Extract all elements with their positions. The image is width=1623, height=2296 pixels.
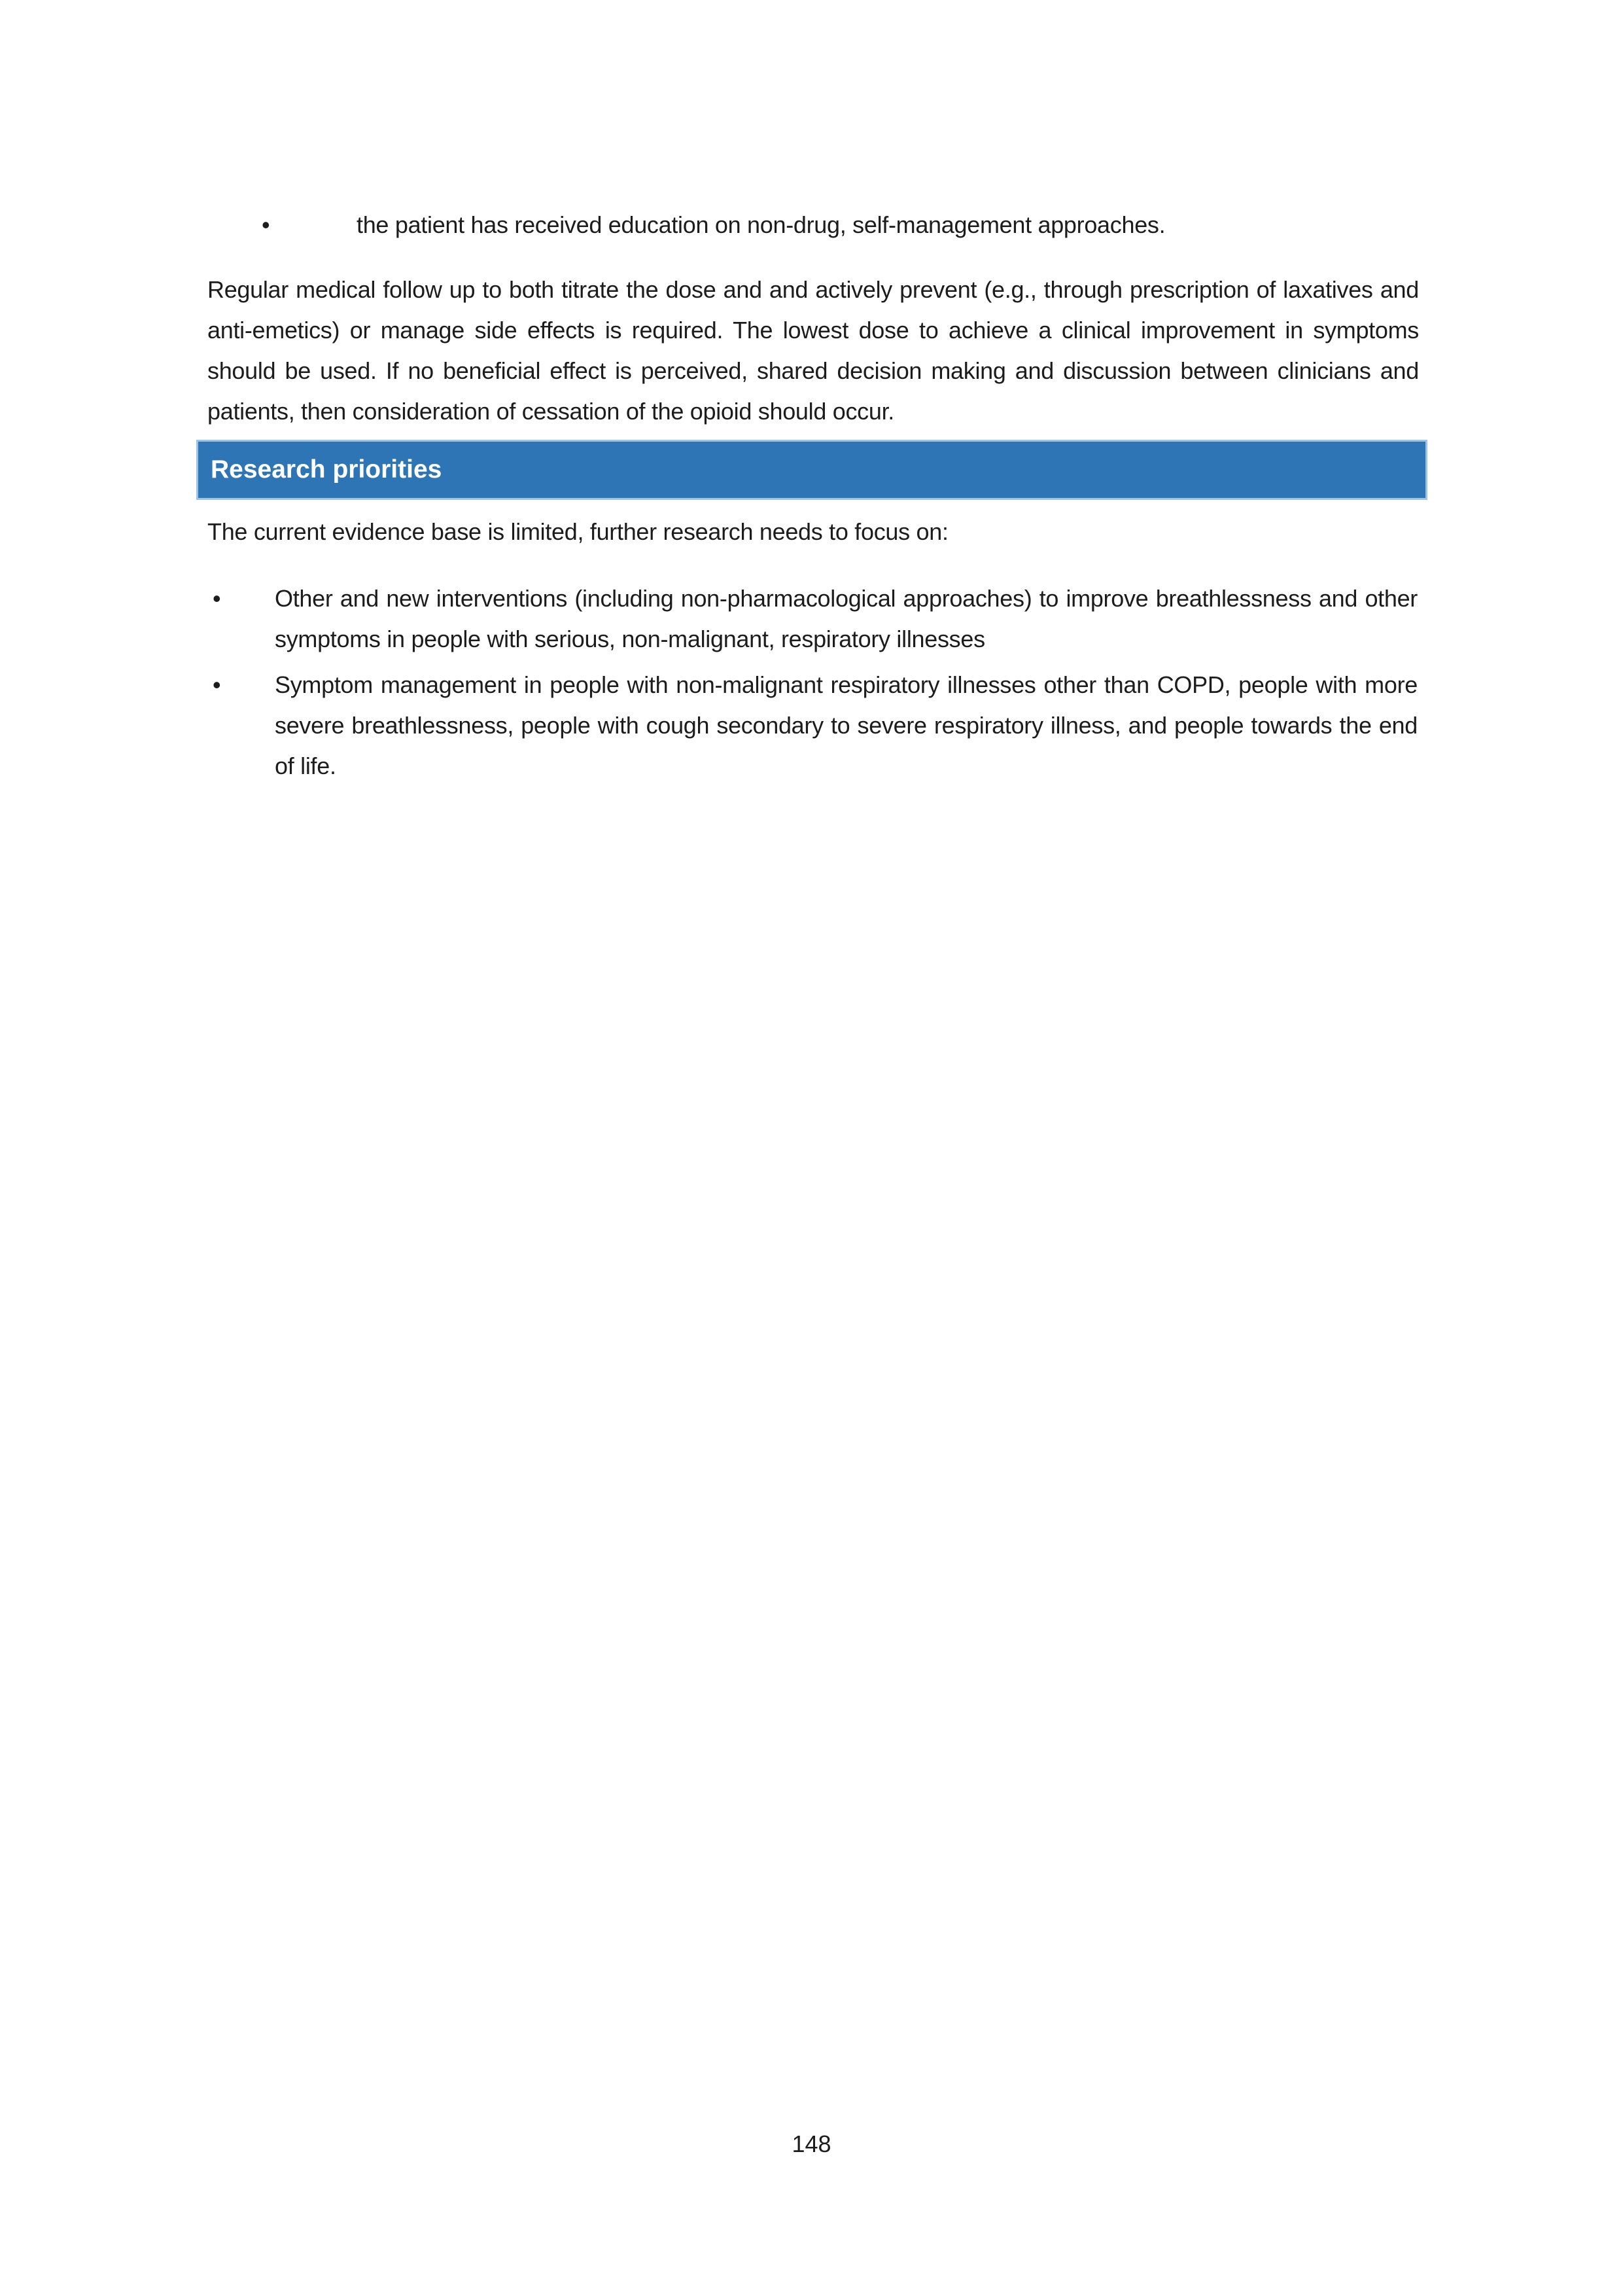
intro-bullet-text: the patient has received education on non-drug, self-management approaches.: [357, 211, 1166, 238]
bullet-marker: •: [262, 211, 270, 238]
list-item: [213, 578, 1418, 660]
research-bullet-list: [213, 578, 1418, 792]
section-heading-title: Research priorities: [211, 455, 442, 484]
page-number: 148: [792, 2130, 831, 2157]
list-item-text: Other and new interventions (including non-pharmacological approaches) to improve breathlessness and other symptoms in people with serious, non-malignant, respiratory illnesses: [275, 585, 1418, 652]
list-item: [213, 665, 1418, 786]
list-item-text: Symptom management in people with non-malignant respiratory illnesses other than COPD, people with more severe breathlessness, people with cough secondary to severe respiratory illness, and people towards the end of life.: [275, 671, 1418, 779]
bullet-marker: •: [213, 585, 221, 612]
intro-bullet-item: [262, 208, 1418, 242]
section-intro-text: The current evidence base is limited, further research needs to focus on:: [207, 518, 949, 545]
body-paragraph: Regular medical follow up to both titrate the dose and and actively prevent (e.g., through prescription of laxatives and anti-emetics) or manage side effects is required. The lowest dose to achieve a clinical improvement in symptoms should be used. If no beneficial effect is perceived, shared decision making and discussion between clinicians and patients, then consideration of cessation of the opioid should occur.: [207, 276, 1419, 425]
bullet-marker: •: [213, 671, 221, 698]
section-heading-bar: [196, 440, 1427, 500]
